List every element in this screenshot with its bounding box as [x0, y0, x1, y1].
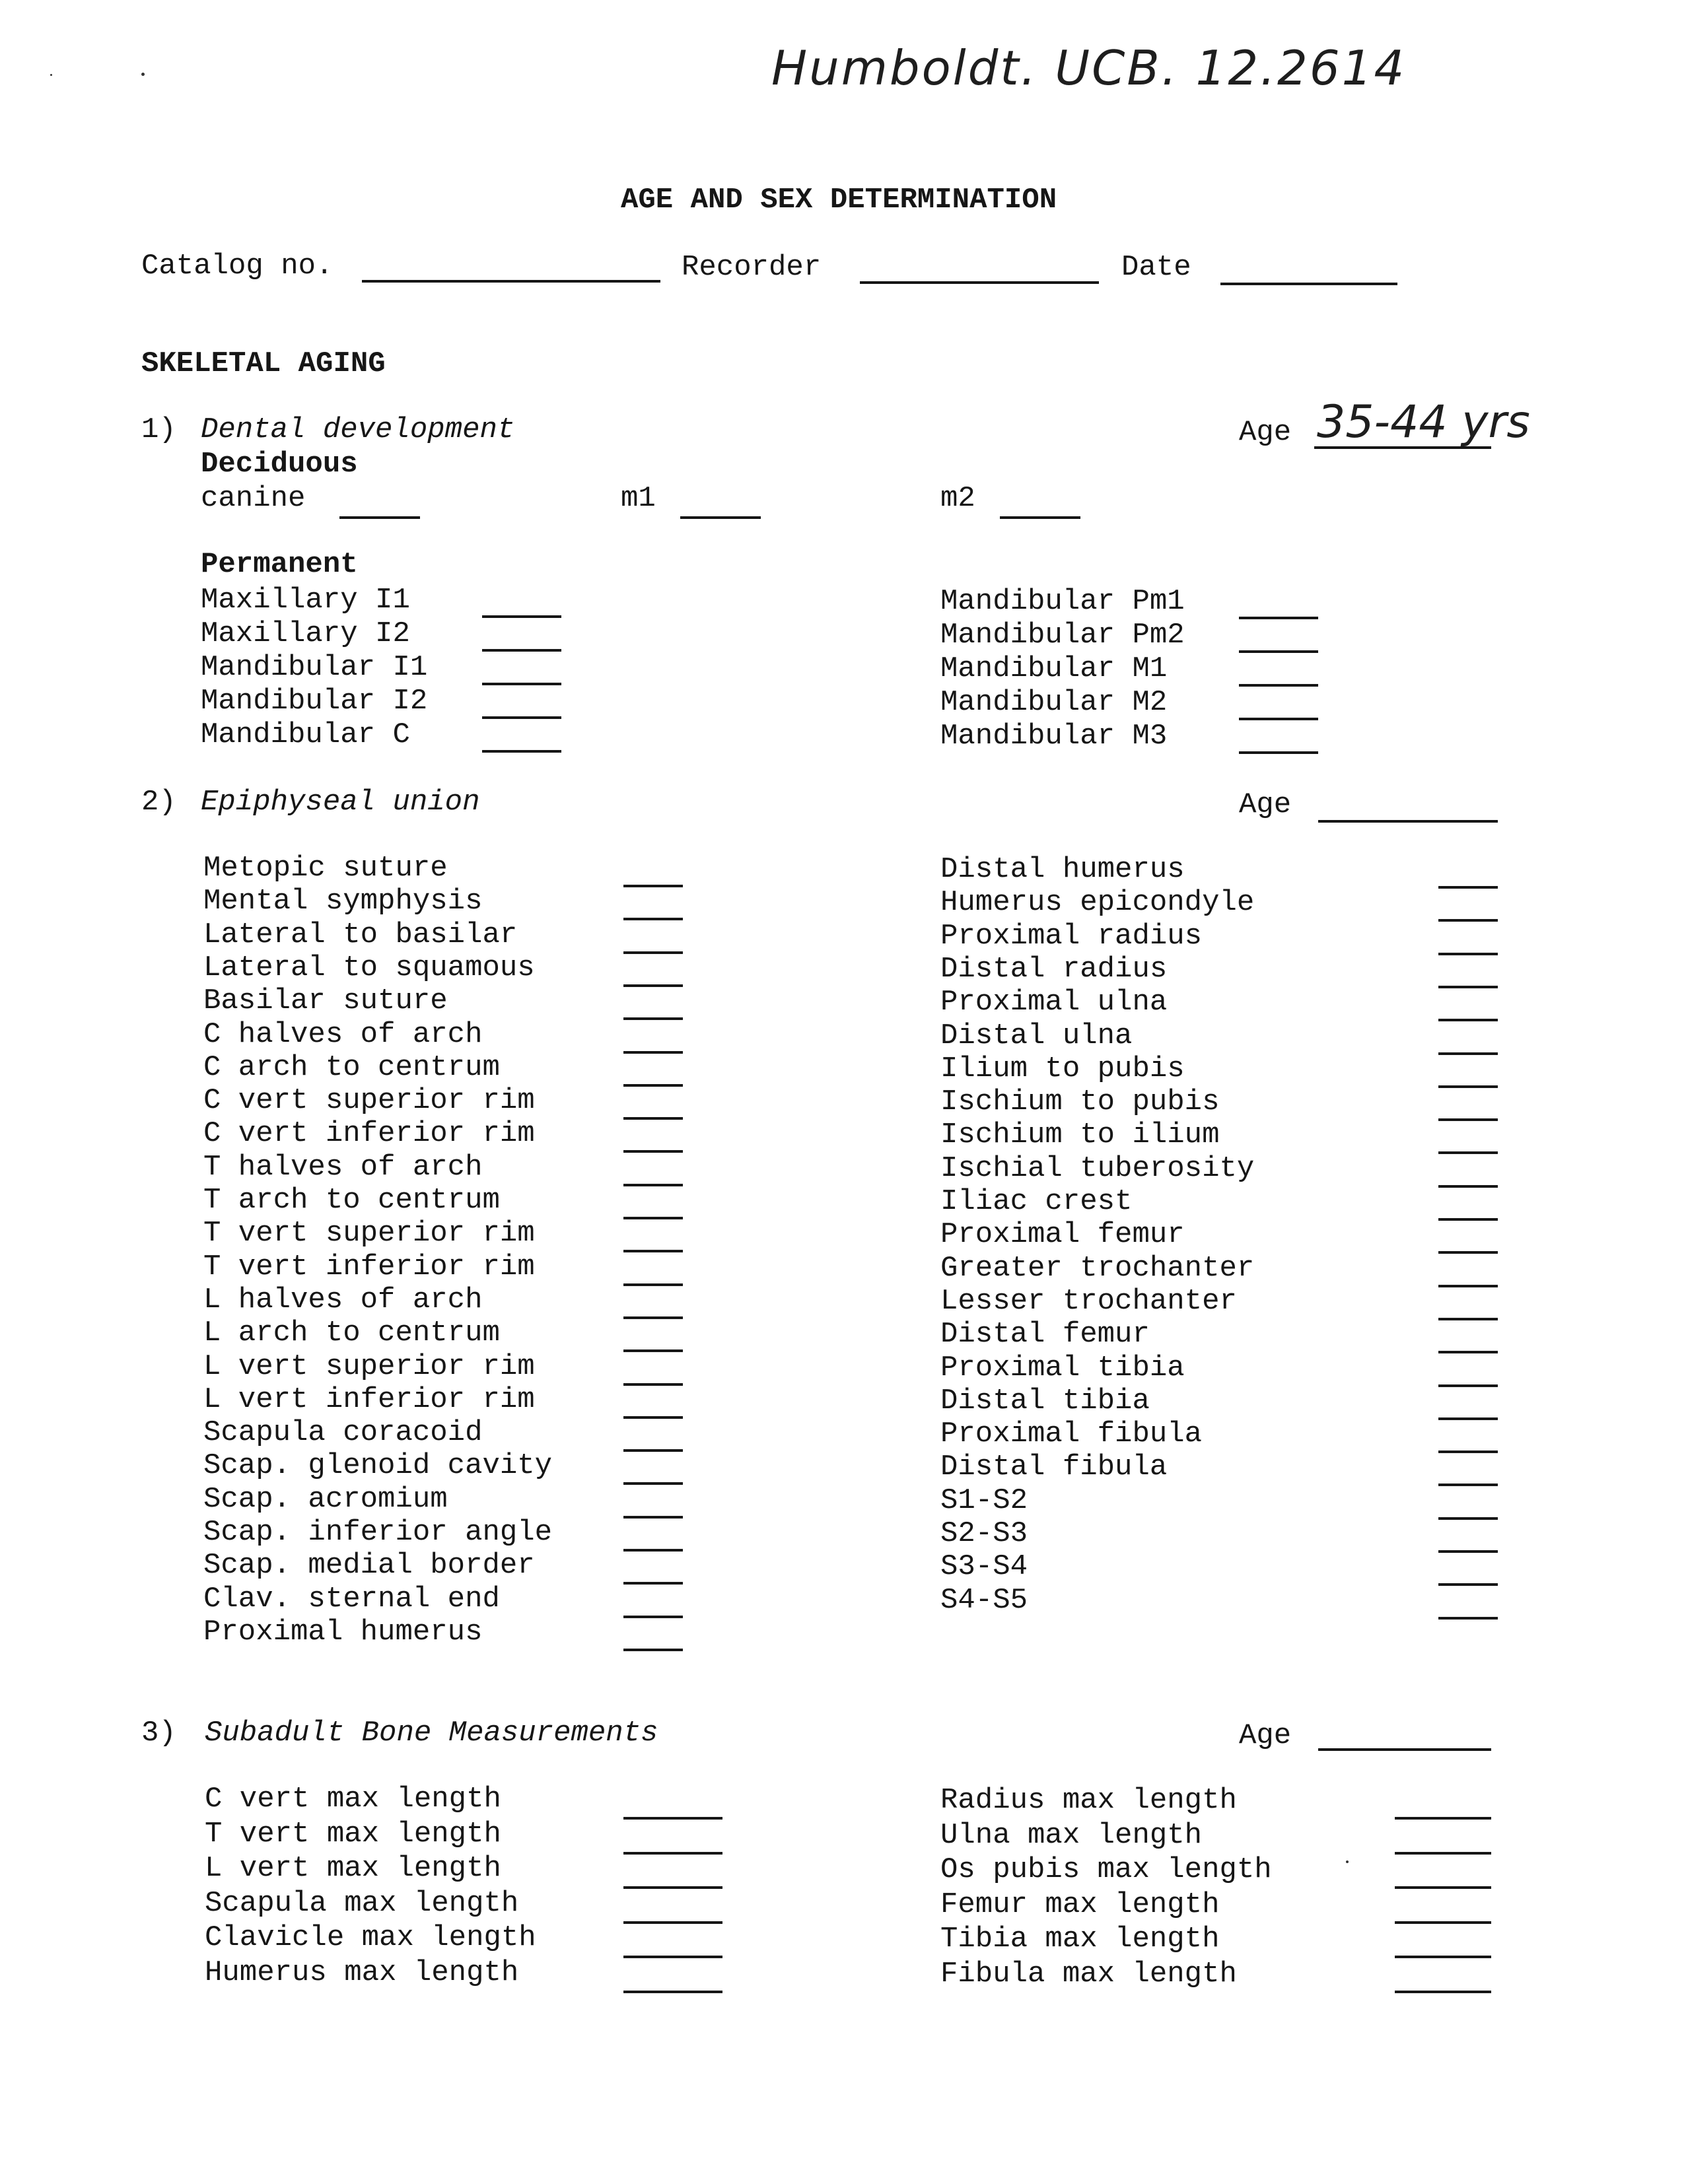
epiphyseal-union-field[interactable] [623, 1051, 683, 1054]
deciduous-label: Deciduous [201, 448, 358, 481]
handwritten-catalog-header: Humboldt. UCB. 12.2614 [771, 40, 1407, 96]
epiphyseal-union-field[interactable] [623, 1449, 683, 1452]
epiphyseal-union-label: Greater trochanter [940, 1251, 1255, 1285]
epiphyseal-union-label: Scapula coracoid [203, 1416, 483, 1450]
epiphyseal-union-field[interactable] [623, 1416, 683, 1419]
subadult-age-label: Age [1239, 1719, 1292, 1752]
permanent-tooth-field[interactable] [482, 649, 561, 652]
subadult-measurement-field[interactable] [623, 1817, 722, 1820]
stray-mark [1346, 1860, 1349, 1863]
epiphyseal-union-label: Scap. medial border [203, 1549, 535, 1583]
dental-number: 1) [141, 413, 176, 446]
subadult-measurement-label: L vert max length [205, 1852, 501, 1885]
dental-age-value: 35-44 yrs [1317, 396, 1530, 448]
epiphyseal-union-label: S2-S3 [940, 1517, 1028, 1550]
epiphyseal-union-field[interactable] [623, 1217, 683, 1219]
epiphyseal-union-label: Iliac crest [940, 1185, 1133, 1218]
subadult-measurement-label: Fibula max length [940, 1957, 1237, 1991]
epiphyseal-age-field[interactable] [1318, 820, 1498, 823]
epiphyseal-union-label: T arch to centrum [203, 1184, 500, 1217]
epiphyseal-union-field[interactable] [1438, 1583, 1498, 1586]
epiphyseal-union-field[interactable] [623, 1582, 683, 1585]
epiphyseal-union-field[interactable] [1438, 1118, 1498, 1121]
epiphyseal-union-field[interactable] [1438, 919, 1498, 922]
epiphyseal-union-label: Basilar suture [203, 984, 448, 1018]
epiphyseal-union-field[interactable] [623, 1184, 683, 1186]
epiphyseal-union-field[interactable] [1438, 886, 1498, 889]
epiphyseal-union-field[interactable] [1438, 1550, 1498, 1553]
epiphyseal-union-field[interactable] [623, 885, 683, 887]
subadult-measurement-field[interactable] [623, 1991, 722, 1993]
epiphyseal-union-label: Lesser trochanter [940, 1284, 1237, 1318]
subadult-measurement-label: C vert max length [205, 1783, 501, 1816]
permanent-tooth-field[interactable] [482, 683, 561, 685]
epiphyseal-union-label: S4-S5 [940, 1583, 1028, 1617]
subadult-measurement-label: Clavicle max length [205, 1921, 536, 1954]
permanent-tooth-label: Mandibular Pm2 [940, 619, 1185, 652]
permanent-tooth-label: Maxillary I1 [201, 584, 410, 617]
subadult-measurement-label: Radius max length [940, 1784, 1237, 1817]
permanent-tooth-field[interactable] [1239, 650, 1318, 653]
epiphyseal-union-field[interactable] [1438, 1185, 1498, 1188]
section-heading: SKELETAL AGING [141, 347, 386, 380]
epiphyseal-union-field[interactable] [1438, 1417, 1498, 1420]
epiphyseal-union-field[interactable] [1438, 1484, 1498, 1486]
epiphyseal-union-field[interactable] [1438, 1085, 1498, 1088]
epiphyseal-union-field[interactable] [1438, 986, 1498, 988]
epiphyseal-union-label: Clav. sternal end [203, 1582, 500, 1616]
epiphyseal-union-field[interactable] [1438, 1052, 1498, 1055]
epiphyseal-union-field[interactable] [623, 1283, 683, 1286]
permanent-tooth-label: Mandibular M3 [940, 720, 1168, 753]
epiphyseal-union-label: Lateral to basilar [203, 918, 518, 951]
epiphyseal-union-label: Proximal tibia [940, 1351, 1185, 1384]
permanent-tooth-label: Mandibular M2 [940, 686, 1168, 719]
epiphyseal-union-field[interactable] [1438, 1318, 1498, 1320]
subadult-measurement-field[interactable] [1395, 1817, 1491, 1820]
subadult-number: 3) [141, 1717, 176, 1750]
catalog-field[interactable] [362, 280, 660, 283]
epiphyseal-union-label: Distal tibia [940, 1384, 1150, 1417]
epiphyseal-union-label: Mental symphysis [203, 885, 483, 918]
epiphyseal-union-field[interactable] [1438, 1351, 1498, 1353]
epiphyseal-union-field[interactable] [623, 1482, 683, 1485]
epiphyseal-union-label: T halves of arch [203, 1150, 483, 1184]
epiphyseal-union-field[interactable] [623, 951, 683, 954]
epiphyseal-union-field[interactable] [623, 1516, 683, 1519]
subadult-measurement-label: Os pubis max length [940, 1853, 1272, 1886]
subadult-age-field[interactable] [1318, 1748, 1491, 1751]
subadult-measurement-field[interactable] [1395, 1991, 1491, 1993]
epiphyseal-union-label: Scap. inferior angle [203, 1516, 553, 1549]
epiphyseal-union-label: Lateral to squamous [203, 951, 535, 984]
subadult-measurement-field[interactable] [1395, 1921, 1491, 1924]
permanent-tooth-field[interactable] [482, 716, 561, 719]
epiphyseal-union-field[interactable] [623, 1549, 683, 1552]
epiphyseal-union-label: Proximal femur [940, 1218, 1185, 1252]
epiphyseal-union-label: L arch to centrum [203, 1316, 500, 1350]
subadult-measurement-field[interactable] [623, 1886, 722, 1889]
epiphyseal-union-label: S3-S4 [940, 1550, 1028, 1584]
epiphyseal-union-field[interactable] [623, 1649, 683, 1651]
epiphyseal-union-label: C vert inferior rim [203, 1117, 535, 1151]
epiphyseal-union-field[interactable] [1438, 1517, 1498, 1520]
stray-mark [141, 73, 145, 76]
permanent-tooth-field[interactable] [482, 750, 561, 753]
deciduous-tooth-field[interactable] [339, 516, 420, 519]
subadult-measurement-label: Femur max length [940, 1888, 1220, 1921]
epiphyseal-union-label: Humerus epicondyle [940, 886, 1255, 920]
subadult-measurement-field[interactable] [1395, 1852, 1491, 1855]
epiphyseal-number: 2) [141, 786, 176, 819]
epiphyseal-union-field[interactable] [623, 1250, 683, 1252]
deciduous-tooth-field[interactable] [1000, 516, 1080, 519]
epiphyseal-union-field[interactable] [1438, 1251, 1498, 1254]
permanent-label: Permanent [201, 548, 358, 581]
epiphyseal-union-field[interactable] [1438, 1218, 1498, 1221]
epiphyseal-union-label: Ischium to pubis [940, 1085, 1220, 1119]
deciduous-tooth-label: m2 [940, 482, 975, 515]
recorder-field[interactable] [860, 281, 1099, 284]
epiphyseal-union-field[interactable] [623, 1383, 683, 1386]
deciduous-tooth-label: m1 [621, 482, 656, 515]
epiphyseal-union-label: Ilium to pubis [940, 1052, 1185, 1085]
epiphyseal-union-field[interactable] [623, 1316, 683, 1319]
dental-title: Dental development [201, 413, 515, 446]
epiphyseal-union-label: Ischial tuberosity [940, 1151, 1255, 1185]
subadult-measurement-label: Humerus max length [205, 1956, 519, 1989]
epiphyseal-union-field[interactable] [1438, 1384, 1498, 1387]
epiphyseal-union-label: Distal fibula [940, 1450, 1168, 1484]
epiphyseal-union-field[interactable] [623, 1017, 683, 1020]
deciduous-tooth-field[interactable] [680, 516, 761, 519]
recorder-label: Recorder [682, 251, 822, 284]
epiphyseal-union-label: Metopic suture [203, 852, 448, 885]
epiphyseal-union-label: C halves of arch [203, 1017, 483, 1051]
epiphyseal-union-label: Ischium to ilium [940, 1118, 1220, 1152]
epiphyseal-union-label: Scap. glenoid cavity [203, 1449, 553, 1483]
permanent-tooth-label: Mandibular M1 [940, 652, 1168, 685]
permanent-tooth-field[interactable] [1239, 751, 1318, 754]
subadult-title: Subadult Bone Measurements [205, 1717, 658, 1750]
epiphyseal-union-label: Distal humerus [940, 853, 1185, 886]
stray-mark [50, 74, 52, 76]
epiphyseal-union-field[interactable] [1438, 1285, 1498, 1287]
epiphyseal-union-field[interactable] [1438, 1617, 1498, 1620]
epiphyseal-union-label: Proximal radius [940, 919, 1203, 953]
epiphyseal-union-field[interactable] [1438, 1151, 1498, 1154]
epiphyseal-union-field[interactable] [623, 1150, 683, 1153]
epiphyseal-union-label: Proximal fibula [940, 1417, 1203, 1451]
epiphyseal-union-label: Distal femur [940, 1318, 1150, 1351]
subadult-measurement-label: Ulna max length [940, 1818, 1203, 1852]
form-title: AGE AND SEX DETERMINATION [621, 184, 1057, 217]
subadult-measurement-field[interactable] [1395, 1956, 1491, 1958]
deciduous-tooth-label: canine [201, 482, 306, 515]
permanent-tooth-field[interactable] [482, 615, 561, 618]
subadult-measurement-label: Scapula max length [205, 1886, 519, 1920]
dental-age-label: Age [1239, 416, 1292, 449]
permanent-tooth-label: Mandibular I2 [201, 685, 428, 718]
subadult-measurement-label: Tibia max length [940, 1923, 1220, 1956]
epiphyseal-union-label: T vert superior rim [203, 1217, 535, 1250]
permanent-tooth-field[interactable] [1239, 617, 1318, 619]
epiphyseal-union-field[interactable] [623, 1117, 683, 1120]
epiphyseal-union-label: Proximal ulna [940, 986, 1168, 1019]
epiphyseal-union-label: S1-S2 [940, 1484, 1028, 1517]
subadult-measurement-field[interactable] [1395, 1886, 1491, 1889]
epiphyseal-union-label: T vert inferior rim [203, 1250, 535, 1283]
epiphyseal-union-label: Scap. acromium [203, 1482, 448, 1516]
epiphyseal-union-label: Distal radius [940, 952, 1168, 986]
epiphyseal-union-label: Distal ulna [940, 1019, 1133, 1052]
epiphyseal-union-field[interactable] [1438, 1019, 1498, 1021]
permanent-tooth-label: Maxillary I2 [201, 617, 410, 650]
epiphyseal-union-field[interactable] [623, 984, 683, 987]
epiphyseal-union-field[interactable] [623, 1084, 683, 1087]
epiphyseal-union-label: Proximal humerus [203, 1615, 483, 1649]
epiphyseal-union-field[interactable] [623, 1349, 683, 1352]
date-label: Date [1121, 251, 1191, 284]
epiphyseal-union-label: L vert superior rim [203, 1349, 535, 1383]
catalog-label: Catalog no. [141, 250, 334, 283]
epiphyseal-union-label: L vert inferior rim [203, 1382, 535, 1416]
epiphyseal-union-field[interactable] [623, 918, 683, 920]
permanent-tooth-label: Mandibular C [201, 718, 410, 751]
epiphyseal-title: Epiphyseal union [201, 786, 480, 819]
subadult-measurement-field[interactable] [623, 1921, 722, 1924]
subadult-measurement-field[interactable] [623, 1852, 722, 1855]
epiphyseal-union-label: C arch to centrum [203, 1050, 500, 1084]
subadult-measurement-label: T vert max length [205, 1817, 501, 1851]
permanent-tooth-label: Mandibular I1 [201, 651, 428, 684]
permanent-tooth-label: Mandibular Pm1 [940, 585, 1185, 618]
permanent-tooth-field[interactable] [1239, 684, 1318, 687]
epiphyseal-age-label: Age [1239, 788, 1292, 821]
date-field[interactable] [1220, 283, 1397, 285]
epiphyseal-union-field[interactable] [623, 1616, 683, 1618]
epiphyseal-union-field[interactable] [1438, 953, 1498, 955]
epiphyseal-union-field[interactable] [1438, 1450, 1498, 1453]
subadult-measurement-field[interactable] [623, 1956, 722, 1958]
permanent-tooth-field[interactable] [1239, 718, 1318, 720]
epiphyseal-union-label: C vert superior rim [203, 1084, 535, 1118]
epiphyseal-union-label: L halves of arch [203, 1283, 483, 1316]
